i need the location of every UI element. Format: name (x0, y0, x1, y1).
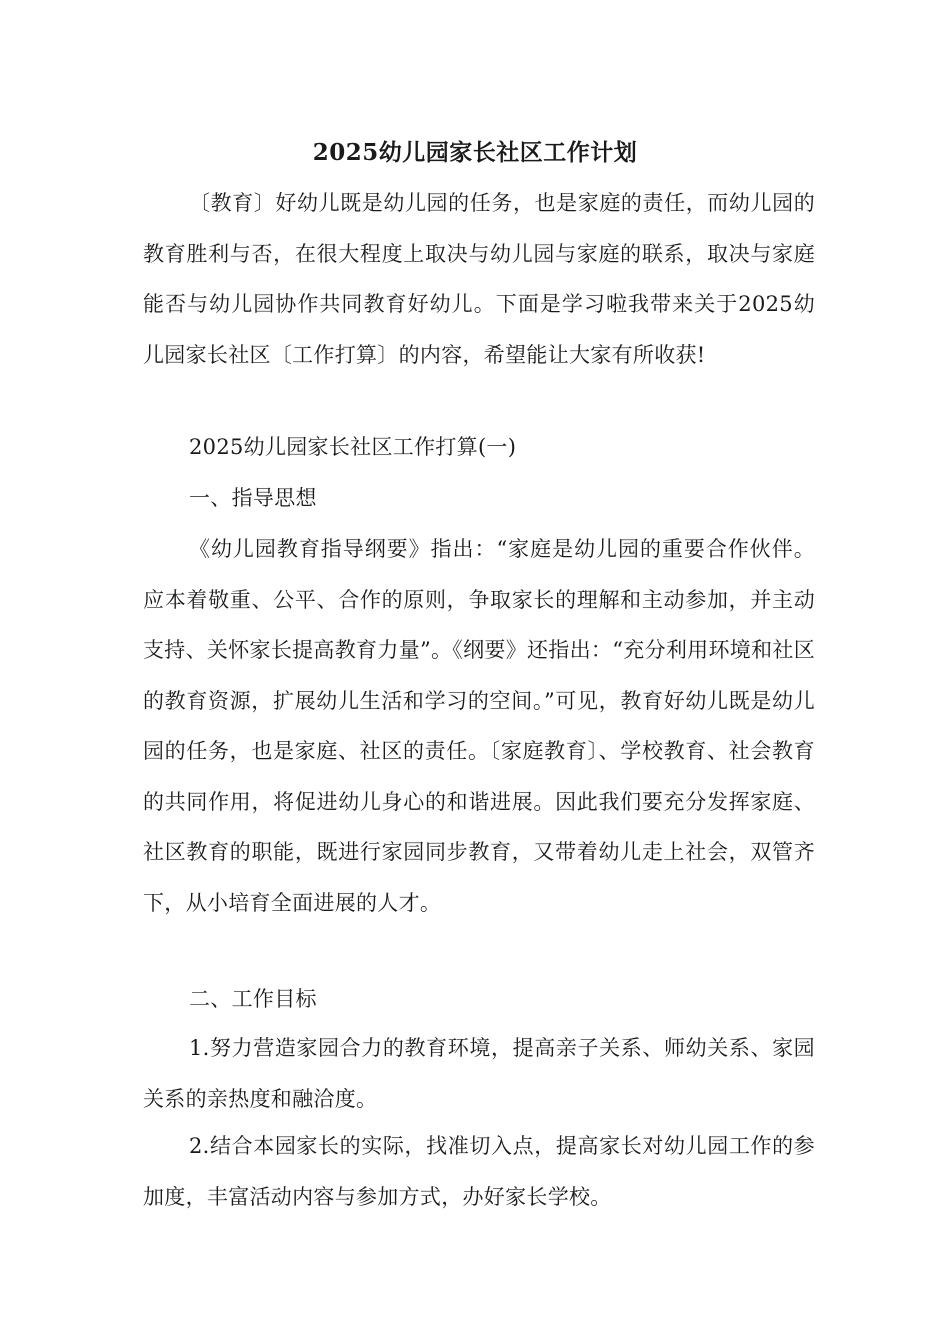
work-goal-item-1: 1.努力营造家园合力的教育环境，提高亲子关系、师幼关系、家园关系的亲热度和融洽度。 (143, 1036, 815, 1111)
work-goal-item-2: 2.结合本园家长的实际，找准切入点，提高家长对幼儿园工作的参加度，丰富活动内容与参加方式，办好家长学校。 (143, 1134, 815, 1209)
document-title: 2025幼儿园家长社区工作计划 (312, 139, 638, 166)
intro-paragraph: 〔教育〕好幼儿既是幼儿园的任务，也是家庭的责任，而幼儿园的教育胜利与否，在很大程度上取决与幼儿园与家庭的联系，取决与家庭能否与幼儿园协作共同教育好幼儿。下面是学习啦我带来关于2025幼儿园家长社区〔工作打算〕的内容，希望能让大家有所收获! (143, 191, 815, 367)
subtitle-plan-one: 2025幼儿园家长社区工作打算(一) (189, 435, 517, 459)
section-heading-guiding-thought: 一、指导思想 (189, 486, 317, 510)
guiding-thought-paragraph: 《幼儿园教育指导纲要》指出：“家庭是幼儿园的重要合作伙伴。应本着敬重、公平、合作的原则，争取家长的理解和主动参加，并主动支持、关怀家长提高教育力量”。《纲要》还指出：“充分利用环境和社区的教育资源，扩展幼儿生活和学习的空间。”可见，教育好幼儿既是幼儿园的任务，也是家庭、社区的责任。〔家庭教育〕、学校教育、社会教育的共同作用，将促进幼儿身心的和谐进展。因此我们要充分发挥家庭、社区教育的职能，既进行家园同步教育，又带着幼儿走上社会，双管齐下，从小培育全面进展的人才。 (143, 537, 815, 915)
section-heading-work-goals: 二、工作目标 (189, 987, 317, 1011)
